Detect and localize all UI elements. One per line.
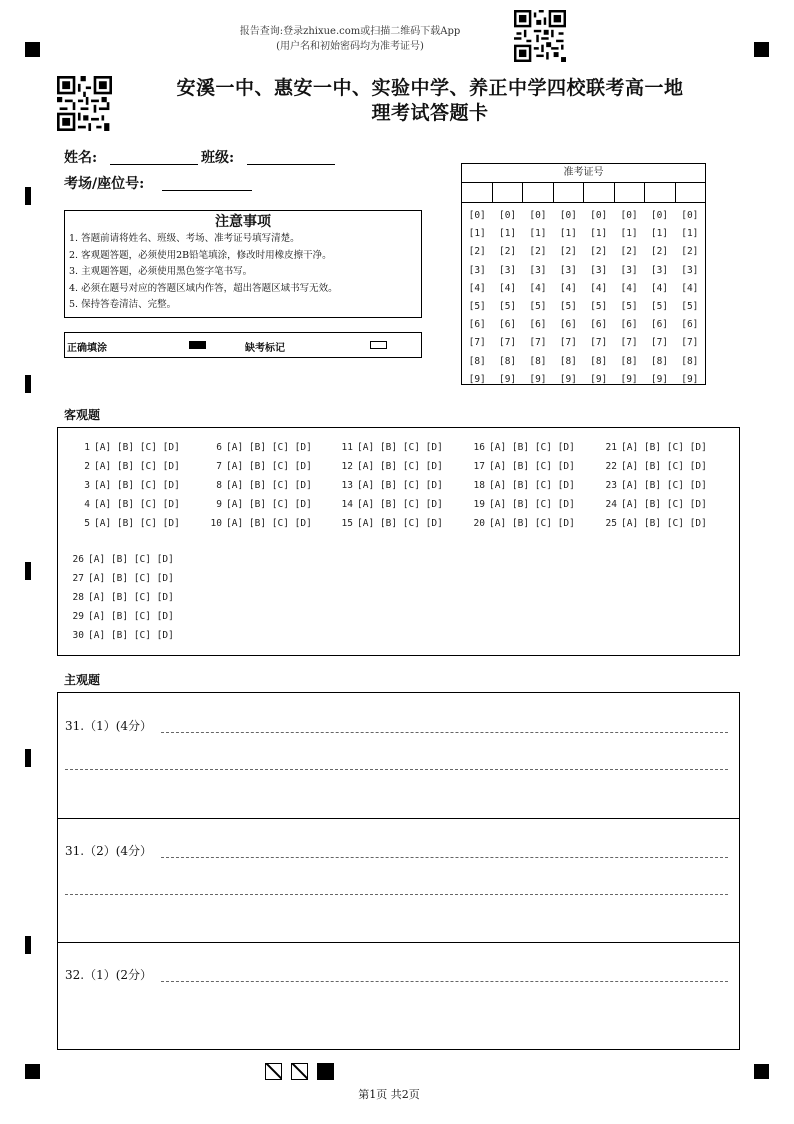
objective-question-row — [335, 457, 443, 476]
ticket-digit-bubble[interactable]: [5] — [468, 301, 486, 313]
objective-column — [72, 438, 180, 533]
answer-bubbles[interactable]: [A] [B] [C] [D] — [94, 461, 180, 472]
ticket-digit-bubble[interactable]: [0] — [468, 210, 486, 221]
objective-column — [599, 438, 707, 533]
ticket-digit-bubble[interactable]: [2] — [590, 246, 608, 258]
ticket-digit-bubble[interactable]: [2] — [681, 246, 699, 258]
question-block-31-2 — [58, 818, 739, 943]
room-seat-label: 考场/座位号: — [64, 176, 145, 192]
ticket-digit-column — [523, 207, 553, 389]
ticket-digit-bubble[interactable]: [7] — [468, 337, 486, 349]
question-number: 2 — [84, 461, 90, 472]
question-number: 13 — [341, 480, 353, 491]
ticket-digit-bubble[interactable]: [5] — [559, 301, 577, 313]
answer-bubbles[interactable]: [A] [B] [C] [D] — [94, 499, 180, 510]
question-block-32-1 — [58, 942, 739, 1049]
app-download-qr-icon[interactable] — [514, 10, 566, 62]
question-number: 19 — [473, 499, 485, 510]
ticket-digit-bubble[interactable]: [2] — [620, 246, 638, 258]
ticket-number-write-cells — [462, 183, 705, 203]
answer-bubbles[interactable]: [A] [B] [C] [D] — [357, 518, 443, 529]
objective-question-row — [204, 438, 312, 457]
answer-bubbles[interactable]: [A] [B] [C] [D] — [357, 442, 443, 453]
ticket-number-box — [461, 163, 706, 385]
ticket-digit-bubble[interactable]: [0] — [559, 210, 577, 221]
page-number: 第1页 共2页 — [358, 1088, 420, 1101]
question-number: 12 — [341, 461, 353, 472]
answer-line[interactable] — [161, 856, 728, 858]
objective-column — [467, 438, 575, 533]
ticket-digit-bubble[interactable]: [5] — [681, 301, 699, 313]
answer-bubbles[interactable]: [A] [B] [C] [D] — [621, 480, 707, 491]
ticket-digit-bubble[interactable]: [0] — [529, 210, 547, 221]
ticket-digit-bubble[interactable]: [9] — [559, 373, 577, 385]
notice-item: 2. 客观题答题，必须使用2B铅笔填涂，修改时用橡皮擦干净。 — [69, 249, 332, 261]
objective-question-row — [599, 514, 707, 533]
ticket-digit-bubble[interactable]: [5] — [650, 301, 669, 313]
answer-bubbles[interactable]: [A] [B] [C] [D] — [88, 630, 174, 641]
answer-bubbles[interactable]: [A] [B] [C] [D] — [88, 611, 174, 622]
answer-bubbles[interactable]: [A] [B] [C] [D] — [94, 480, 180, 491]
ticket-digit-bubble[interactable]: [3] — [468, 264, 486, 276]
question-number: 5 — [84, 518, 90, 529]
name-field[interactable] — [110, 163, 198, 165]
notice-item: 3. 主观题答题，必须使用黑色签字笔书写。 — [69, 266, 253, 277]
timing-mark — [25, 749, 31, 767]
ticket-digit-column — [644, 207, 674, 389]
ticket-digit-cell[interactable] — [493, 183, 524, 202]
answer-bubbles[interactable]: [A] [B] [C] [D] — [357, 461, 443, 472]
ticket-digit-bubble[interactable]: [5] — [498, 301, 517, 313]
objective-question-row — [66, 569, 174, 588]
registration-mark-bottom-left — [25, 1064, 40, 1079]
question-number: 15 — [341, 518, 353, 529]
objective-question-row — [335, 514, 443, 533]
objective-question-row — [72, 457, 180, 476]
ticket-digit-bubble[interactable]: [7] — [529, 337, 547, 349]
ticket-digit-cell[interactable] — [462, 183, 493, 202]
ticket-digit-bubble[interactable]: [8] — [681, 355, 699, 367]
answer-bubbles[interactable]: [A] [B] [C] [D] — [489, 518, 575, 529]
answer-bubbles[interactable]: [A] [B] [C] [D] — [357, 499, 443, 510]
notice-list — [65, 231, 421, 314]
question-number: 25 — [605, 518, 617, 529]
ticket-digit-bubble[interactable]: [1] — [620, 228, 638, 240]
ticket-digit-bubble[interactable]: [8] — [620, 355, 638, 367]
ticket-digit-bubble[interactable]: [4] — [559, 282, 577, 294]
report-query-note — [0, 24, 700, 54]
ticket-digit-bubble[interactable]: [0] — [498, 210, 517, 221]
answer-bubbles[interactable]: [A] [B] [C] [D] — [94, 518, 180, 529]
ticket-digit-bubble[interactable]: [2] — [650, 246, 669, 258]
ticket-digit-bubble[interactable]: [7] — [620, 337, 638, 349]
objective-question-row — [66, 588, 174, 607]
ticket-digit-bubble[interactable]: [5] — [529, 301, 547, 313]
ticket-digit-column — [584, 207, 614, 389]
question-number: 24 — [605, 499, 617, 510]
ticket-digit-bubble[interactable]: [1] — [529, 228, 547, 240]
question-number: 17 — [473, 461, 485, 472]
ticket-digit-bubble[interactable]: [9] — [650, 373, 669, 385]
question-block-31-1 — [58, 693, 739, 819]
question-number: 18 — [473, 480, 485, 491]
ticket-digit-column — [614, 207, 644, 389]
objective-question-row — [204, 457, 312, 476]
notice-title: 注意事项 — [215, 214, 271, 230]
answer-bubbles[interactable]: [A] [B] [C] [D] — [357, 480, 443, 491]
objective-section-label: 客观题 — [64, 408, 101, 422]
ticket-digit-bubble[interactable]: [7] — [681, 337, 699, 349]
ticket-digit-bubble[interactable]: [4] — [468, 282, 486, 294]
answer-bubbles[interactable]: [A] [B] [C] [D] — [94, 442, 180, 453]
registration-mark-top-right — [754, 42, 769, 57]
objective-question-row — [599, 457, 707, 476]
notice-item: 1. 答题前请将姓名、班级、考场、准考证号填写清楚。 — [69, 233, 300, 244]
ticket-digit-cell[interactable] — [645, 183, 676, 202]
objective-column — [335, 438, 443, 533]
ticket-bubble-grid — [462, 203, 705, 389]
ticket-digit-bubble[interactable]: [5] — [590, 301, 608, 313]
page-box-empty — [265, 1063, 282, 1080]
ticket-digit-bubble[interactable]: [1] — [681, 228, 699, 240]
objective-question-row — [72, 514, 180, 533]
question-label: 31.（1）(4分） — [65, 719, 153, 733]
fill-legend-box — [64, 332, 422, 358]
question-number: 20 — [473, 518, 485, 529]
ticket-digit-bubble[interactable]: [0] — [650, 210, 669, 221]
question-number: 6 — [216, 442, 222, 453]
question-label: 32.（1）(2分） — [65, 968, 153, 982]
ticket-digit-bubble[interactable]: [4] — [529, 282, 547, 294]
objective-question-row — [72, 495, 180, 514]
ticket-digit-column — [553, 207, 583, 389]
ticket-digit-bubble[interactable]: [6] — [620, 319, 638, 331]
registration-mark-bottom-right — [754, 1064, 769, 1079]
answer-bubbles[interactable]: [A] [B] [C] [D] — [489, 461, 575, 472]
ticket-digit-bubble[interactable]: [7] — [590, 337, 608, 349]
ticket-digit-bubble[interactable]: [6] — [498, 319, 517, 331]
ticket-digit-bubble[interactable]: [3] — [681, 264, 699, 276]
answer-line[interactable] — [65, 768, 728, 770]
timing-mark — [25, 562, 31, 580]
exam-card-qr-icon — [57, 76, 112, 131]
question-number: 11 — [341, 442, 353, 453]
subjective-section-label: 主观题 — [64, 673, 101, 687]
name-label: 姓名: — [64, 150, 98, 166]
ticket-digit-bubble[interactable]: [1] — [559, 228, 577, 240]
ticket-digit-bubble[interactable]: [4] — [590, 282, 608, 294]
ticket-digit-bubble[interactable]: [2] — [559, 246, 577, 258]
ticket-digit-bubble[interactable]: [3] — [498, 264, 517, 276]
objective-question-row — [467, 438, 575, 457]
objective-question-row — [599, 495, 707, 514]
objective-question-row — [467, 476, 575, 495]
login-hint-line: (用户名和初始密码均为准考证号) — [276, 41, 424, 52]
ticket-digit-column — [492, 207, 522, 389]
ticket-digit-bubble[interactable]: [5] — [620, 301, 638, 313]
page-box-filled — [317, 1063, 334, 1080]
ticket-digit-bubble[interactable]: [8] — [590, 355, 608, 367]
question-number: 21 — [605, 442, 617, 453]
ticket-digit-bubble[interactable]: [8] — [559, 355, 577, 367]
ticket-digit-bubble[interactable]: [3] — [590, 264, 608, 276]
ticket-digit-cell[interactable] — [523, 183, 554, 202]
objective-column — [204, 438, 312, 533]
ticket-digit-bubble[interactable]: [4] — [498, 282, 517, 294]
ticket-digit-bubble[interactable]: [7] — [650, 337, 669, 349]
objective-question-row — [467, 495, 575, 514]
question-number: 3 — [84, 480, 90, 491]
answer-bubbles[interactable]: [A] [B] [C] [D] — [226, 480, 312, 491]
question-number: 16 — [473, 442, 485, 453]
objective-question-row — [66, 607, 174, 626]
notice-item: 5. 保持答卷清洁、完整。 — [69, 299, 177, 310]
ticket-digit-bubble[interactable]: [7] — [498, 337, 517, 349]
question-number: 4 — [84, 499, 90, 510]
objective-question-row — [335, 476, 443, 495]
ticket-digit-bubble[interactable]: [9] — [590, 373, 608, 385]
ticket-digit-bubble[interactable]: [6] — [590, 319, 608, 331]
question-number: 1 — [84, 442, 90, 453]
ticket-digit-column — [462, 207, 492, 389]
objective-question-row — [66, 550, 174, 569]
ticket-digit-bubble[interactable]: [8] — [498, 355, 517, 367]
question-number: 9 — [216, 499, 222, 510]
objective-question-row — [467, 514, 575, 533]
class-field[interactable] — [247, 163, 335, 165]
answer-line[interactable] — [161, 980, 728, 982]
timing-mark — [25, 936, 31, 954]
ticket-digit-bubble[interactable]: [8] — [468, 355, 486, 367]
question-number: 14 — [341, 499, 353, 510]
ticket-number-title: 准考证号 — [462, 164, 705, 183]
ticket-digit-cell[interactable] — [554, 183, 585, 202]
question-number: 22 — [605, 461, 617, 472]
notice-box — [64, 210, 422, 318]
objective-question-row — [599, 476, 707, 495]
ticket-digit-bubble[interactable]: [0] — [681, 210, 699, 221]
ticket-digit-bubble[interactable]: [2] — [468, 246, 486, 258]
ticket-digit-bubble[interactable]: [2] — [529, 246, 547, 258]
exam-title — [130, 76, 730, 126]
ticket-digit-bubble[interactable]: [9] — [529, 373, 547, 385]
ticket-digit-bubble[interactable]: [6] — [559, 319, 577, 331]
objective-question-row — [66, 626, 174, 645]
question-number: 26 — [72, 554, 84, 565]
ticket-digit-bubble[interactable]: [1] — [590, 228, 608, 240]
answer-bubbles[interactable]: [A] [B] [C] [D] — [88, 573, 174, 584]
ticket-digit-bubble[interactable]: [1] — [650, 228, 669, 240]
report-query-line: 报告查询:登录zhixue.com或扫描二维码下载App — [239, 26, 461, 37]
ticket-digit-cell[interactable] — [676, 183, 706, 202]
answer-bubbles[interactable]: [A] [B] [C] [D] — [489, 480, 575, 491]
ticket-digit-bubble[interactable]: [3] — [620, 264, 638, 276]
answer-bubbles[interactable]: [A] [B] [C] [D] — [489, 499, 575, 510]
answer-bubbles[interactable]: [A] [B] [C] [D] — [88, 554, 174, 565]
ticket-digit-bubble[interactable]: [9] — [498, 373, 517, 385]
correct-fill-sample — [189, 341, 206, 349]
answer-bubbles[interactable]: [A] [B] [C] [D] — [621, 442, 707, 453]
answer-bubbles[interactable]: [A] [B] [C] [D] — [489, 442, 575, 453]
question-label: 31.（2）(4分） — [65, 844, 153, 858]
ticket-digit-bubble[interactable]: [6] — [681, 319, 699, 331]
objective-question-row — [599, 438, 707, 457]
ticket-digit-bubble[interactable]: [8] — [650, 355, 669, 367]
ticket-digit-bubble[interactable]: [3] — [529, 264, 547, 276]
answer-bubbles[interactable]: [A] [B] [C] [D] — [226, 442, 312, 453]
objective-question-row — [72, 438, 180, 457]
ticket-digit-bubble[interactable]: [0] — [620, 210, 638, 221]
ticket-digit-bubble[interactable]: [6] — [529, 319, 547, 331]
question-number: 23 — [605, 480, 617, 491]
answer-bubbles[interactable]: [A] [B] [C] [D] — [226, 499, 312, 510]
answer-bubbles[interactable]: [A] [B] [C] [D] — [226, 461, 312, 472]
absent-mark-label: 缺考标记 — [245, 343, 285, 354]
objective-answer-box — [57, 427, 740, 656]
answer-bubbles[interactable]: [A] [B] [C] [D] — [621, 518, 707, 529]
notice-item: 4. 必须在题号对应的答题区域内作答，超出答题区域书写无效。 — [69, 282, 338, 294]
answer-bubbles[interactable]: [A] [B] [C] [D] — [226, 518, 312, 529]
objective-question-row — [204, 514, 312, 533]
ticket-digit-column — [675, 207, 705, 389]
answer-line[interactable] — [161, 731, 728, 733]
ticket-digit-bubble[interactable]: [1] — [468, 228, 486, 240]
ticket-digit-cell[interactable] — [584, 183, 615, 202]
question-number: 27 — [72, 573, 84, 584]
answer-line[interactable] — [65, 893, 728, 895]
ticket-digit-bubble[interactable]: [2] — [498, 246, 517, 258]
question-number: 28 — [72, 592, 84, 603]
ticket-digit-bubble[interactable]: [8] — [529, 355, 547, 367]
ticket-digit-bubble[interactable]: [9] — [468, 373, 486, 385]
ticket-digit-bubble[interactable]: [4] — [681, 282, 699, 294]
ticket-digit-bubble[interactable]: [6] — [650, 319, 669, 331]
objective-question-row — [467, 457, 575, 476]
question-number: 29 — [72, 611, 84, 622]
timing-mark — [25, 187, 31, 205]
timing-mark — [25, 375, 31, 393]
exam-title-line2: 理考试答题卡 — [371, 102, 489, 124]
ticket-digit-bubble[interactable]: [9] — [620, 373, 638, 385]
room-seat-field[interactable] — [162, 189, 252, 191]
ticket-digit-bubble[interactable]: [4] — [650, 282, 669, 294]
objective-question-row — [335, 438, 443, 457]
ticket-digit-bubble[interactable]: [1] — [498, 228, 517, 240]
class-label: 班级: — [201, 150, 235, 166]
answer-bubbles[interactable]: [A] [B] [C] [D] — [621, 499, 707, 510]
absent-mark-checkbox[interactable] — [370, 341, 387, 349]
ticket-digit-bubble[interactable]: [6] — [468, 319, 486, 331]
objective-question-row — [204, 476, 312, 495]
objective-question-row — [335, 495, 443, 514]
ticket-digit-cell[interactable] — [615, 183, 646, 202]
question-number: 10 — [210, 518, 222, 529]
correct-fill-label: 正确填涂 — [67, 343, 107, 354]
page-indicator-boxes — [265, 1063, 334, 1080]
subjective-answer-box — [57, 692, 740, 1050]
objective-question-row — [72, 476, 180, 495]
question-number: 30 — [72, 630, 84, 641]
ticket-digit-bubble[interactable]: [0] — [590, 210, 608, 221]
answer-bubbles[interactable]: [A] [B] [C] [D] — [621, 461, 707, 472]
question-number: 7 — [216, 461, 222, 472]
exam-title-line1: 安溪一中、惠安一中、实验中学、养正中学四校联考高一地 — [176, 77, 684, 99]
answer-bubbles[interactable]: [A] [B] [C] [D] — [88, 592, 174, 603]
ticket-digit-bubble[interactable]: [3] — [650, 264, 669, 276]
objective-column — [66, 550, 174, 645]
ticket-digit-bubble[interactable]: [9] — [681, 373, 699, 385]
objective-question-row — [204, 495, 312, 514]
question-number: 8 — [216, 480, 222, 491]
page-box-empty — [291, 1063, 308, 1080]
ticket-digit-bubble[interactable]: [7] — [559, 337, 577, 349]
ticket-digit-bubble[interactable]: [4] — [620, 282, 638, 294]
ticket-digit-bubble[interactable]: [3] — [559, 264, 577, 276]
